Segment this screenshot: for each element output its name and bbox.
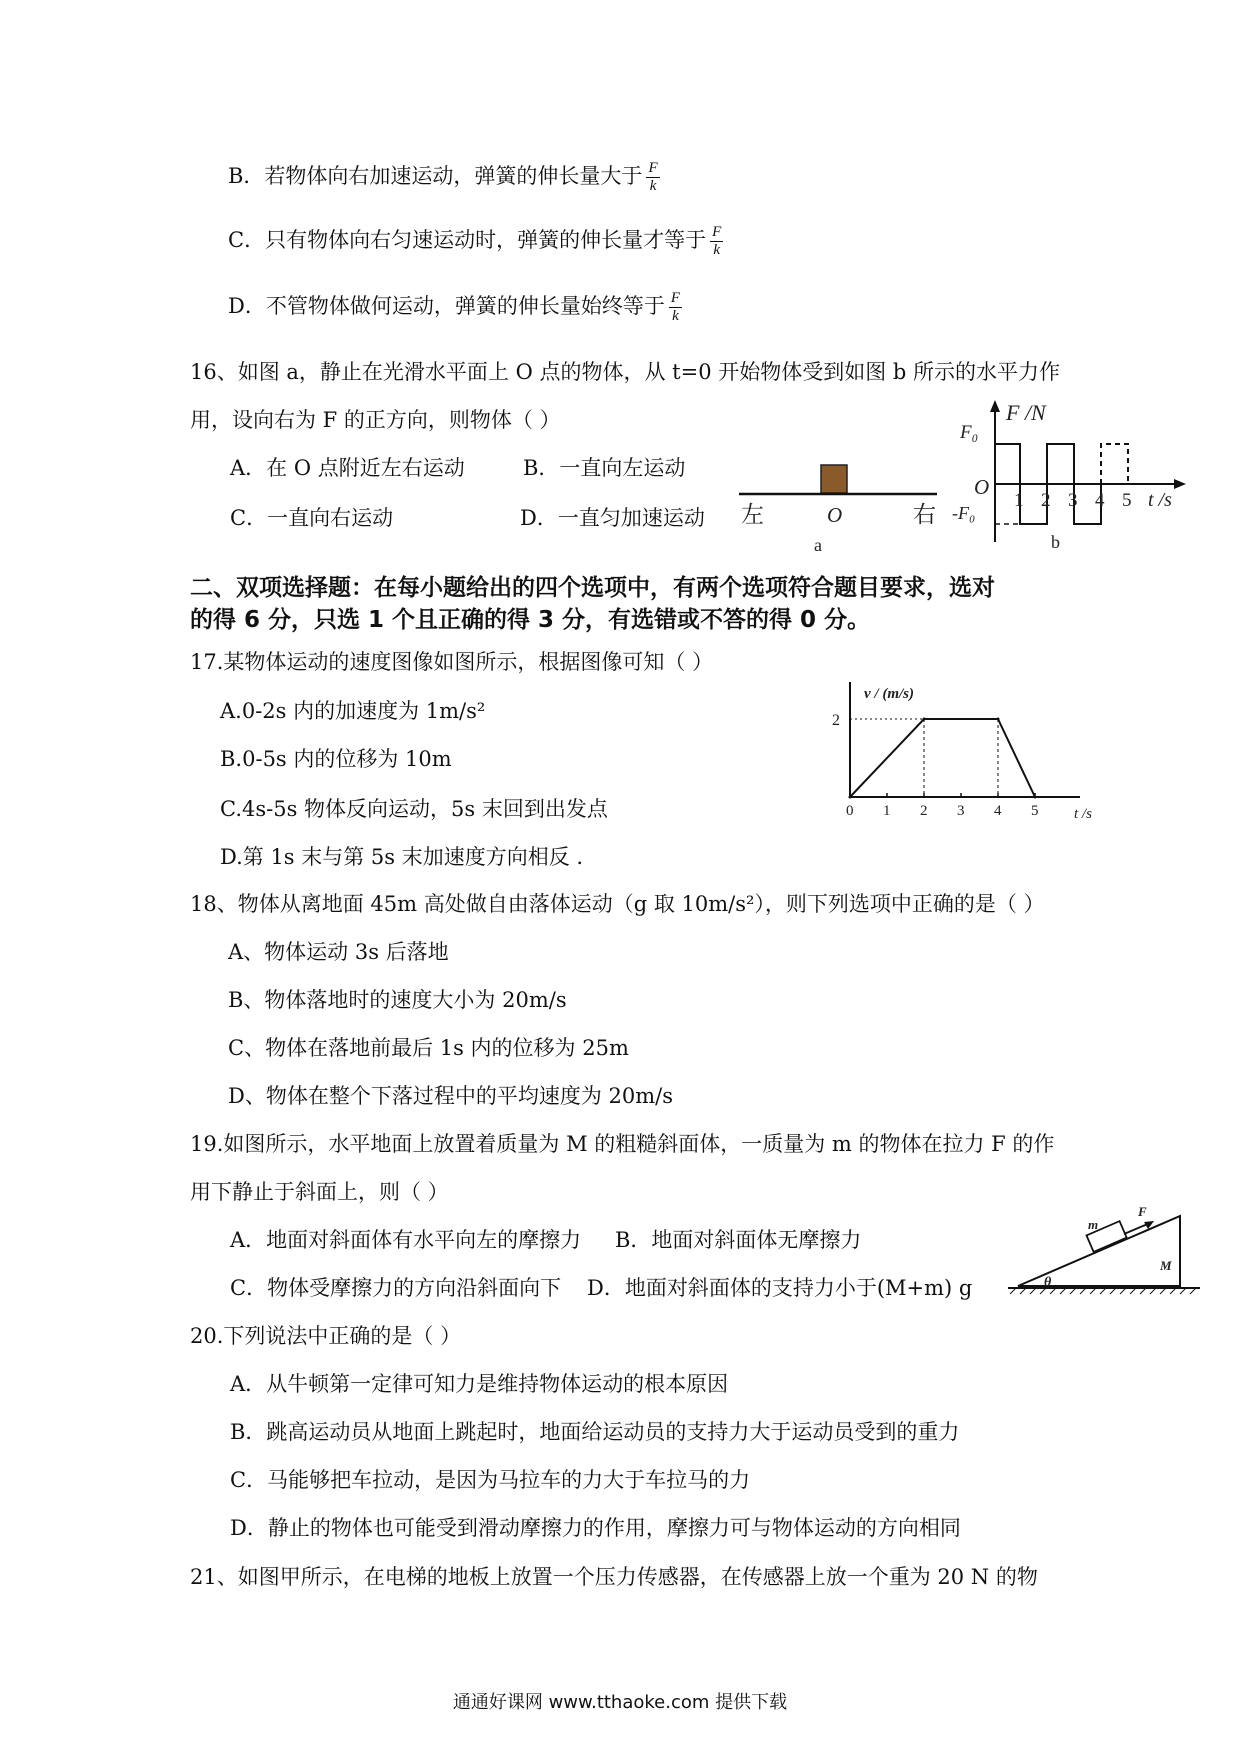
tick-5: 5 [1122,490,1132,511]
q18-stem: 18、物体从离地面 45m 高处做自由落体运动（g 取 10m/s²），则下列选项中正确的是（ ） [190,892,1045,916]
x-tick-label: 5 [1031,803,1039,819]
velocity-time-graph [830,680,1110,820]
q20-stem: 20.下列说法中正确的是（ ） [190,1324,462,1348]
label-big-m: M [1160,1258,1172,1273]
q16-option-c: C．一直向右运动 [230,506,394,530]
y-label: F /N [1006,400,1046,425]
q20-option-a: A．从牛顿第一定律可知力是维持物体运动的根本原因 [230,1372,729,1396]
force-positive-segments [995,444,1020,484]
y-axis-arrow [990,400,1000,412]
q21-stem-line1: 21、如图甲所示，在电梯的地板上放置一个压力传感器，在传感器上放一个重为 20 N 的物 [190,1565,1038,1589]
q18-option-b: B、物体落地时的速度大小为 20m/s [228,988,567,1012]
q15-option-b-text: B．若物体向右加速运动，弹簧的伸长量大于 [228,164,643,188]
data-point [923,718,926,721]
section-2-heading-line2: 的得 6 分，只选 1 个且正确的得 3 分，有选错或不答的得 0 分。 [190,607,871,633]
figure-a-block-on-surface [735,455,945,555]
q19-option-c: C．物体受摩擦力的方向沿斜面向下 [230,1276,562,1300]
tick-2: 2 [1041,490,1051,511]
q15-option-c-text: C．只有物体向右匀速运动时，弹簧的伸长量才等于 [228,228,707,252]
tick-1: 1 [1014,490,1024,511]
q18-option-c: C、物体在落地前最后 1s 内的位移为 25m [228,1036,629,1060]
q19-option-b: B．地面对斜面体无摩擦力 [615,1228,862,1252]
q16-option-d: D．一直匀加速运动 [520,506,705,530]
q15-option-d [228,290,682,325]
label-o: O [827,503,843,527]
q20-option-b: B．跳高运动员从地面上跳起时，地面给运动员的支持力大于运动员受到的重力 [230,1420,960,1444]
data-point [997,718,1000,721]
data-point [1034,796,1037,799]
q17-stem: 17.某物体运动的速度图像如图所示，根据图像可知（ ） [190,650,714,674]
label-f: F [1138,1204,1147,1219]
y-label: v / (m/s) [864,686,914,702]
q18-option-a: A、物体运动 3s 后落地 [228,940,449,964]
q19-stem-line1: 19.如图所示，水平地面上放置着质量为 M 的粗糙斜面体，一质量为 m 的物体在拉力 F 的作 [190,1132,1055,1156]
q17-option-b: B.0-5s 内的位移为 10m [220,747,452,771]
force-positive-3 [1101,444,1128,484]
data-point [849,796,852,799]
label-left: 左 [741,502,764,527]
f0-label: F₀ [960,422,979,443]
q19-option-d: D．地面对斜面体的支持力小于(M+m) g [587,1276,973,1300]
x-tick-label: 3 [957,803,965,819]
caption-a: a [814,535,822,555]
label-right: 右 [913,502,936,527]
q16-option-a: A．在 O 点附近左右运动 [230,456,465,480]
x-tick-label: 4 [994,803,1002,819]
y-tick-2: 2 [832,712,840,729]
velocity-series-line [850,719,1035,797]
page-footer: 通通好课网 www.tthaoke.com 提供下载 [452,1692,788,1713]
label-theta: θ [1044,1275,1052,1290]
block [821,465,847,493]
q19-stem-line2: 用下静止于斜面上，则（ ） [190,1180,449,1204]
q20-option-c: C．马能够把车拉动，是因为马拉车的力大于车拉马的力 [230,1468,751,1492]
tick-4: 4 [1095,490,1105,511]
force-positive-2 [1047,444,1074,484]
incline-figure [1000,1196,1212,1302]
q17-option-c: C.4s-5s 物体反向运动，5s 末回到出发点 [220,797,608,821]
fraction-f-over-k: $\frac{F}{k}$ [648,160,658,194]
q19-option-a: A．地面对斜面体有水平向左的摩擦力 [230,1228,582,1252]
q18-option-d: D、物体在整个下落过程中的平均速度为 20m/s [228,1084,673,1108]
x-tick-label: 2 [920,803,928,819]
q15-option-b [228,160,660,195]
section-2-heading-line1: 二、双项选择题：在每小题给出的四个选项中，有两个选项符合题目要求，选对 [190,575,995,601]
incline-body [1018,1216,1180,1286]
x-label: t /s [1148,489,1172,511]
q15-option-d-text: D．不管物体做何运动，弹簧的伸长量始终等于 [228,294,665,318]
x-axis-arrow [1174,479,1186,489]
x-tick-label: 1 [883,803,891,819]
origin-label: O [974,475,990,499]
q16-stem-line1: 16、如图 a，静止在光滑水平面上 O 点的物体，从 t=0 开始物体受到如图 b 所示的水平力作 [190,360,1061,384]
x-label: t /s [1074,806,1092,820]
figure-b-force-time-graph [950,398,1200,554]
x-tick-label: 0 [846,803,854,819]
q17-option-a: A.0-2s 内的加速度为 1m/s² [220,699,486,723]
q20-option-d: D．静止的物体也可能受到滑动摩擦力的作用，摩擦力可与物体运动的方向相同 [230,1516,961,1540]
label-m: m [1088,1217,1099,1232]
q16-option-b: B．一直向左运动 [523,456,686,480]
caption-b: b [1051,532,1060,552]
q15-option-c [228,224,723,259]
fraction-f-over-k: $\frac{F}{k}$ [670,290,681,324]
q17-option-d: D.第 1s 末与第 5s 末加速度方向相反 . [220,845,584,869]
tick-3: 3 [1068,490,1078,511]
fraction-f-over-k: $\frac{F}{k}$ [712,224,722,258]
neg-f0-label: -F₀ [952,503,976,523]
q16-stem-line2: 用，设向右为 F 的正方向，则物体（ ） [190,408,561,432]
